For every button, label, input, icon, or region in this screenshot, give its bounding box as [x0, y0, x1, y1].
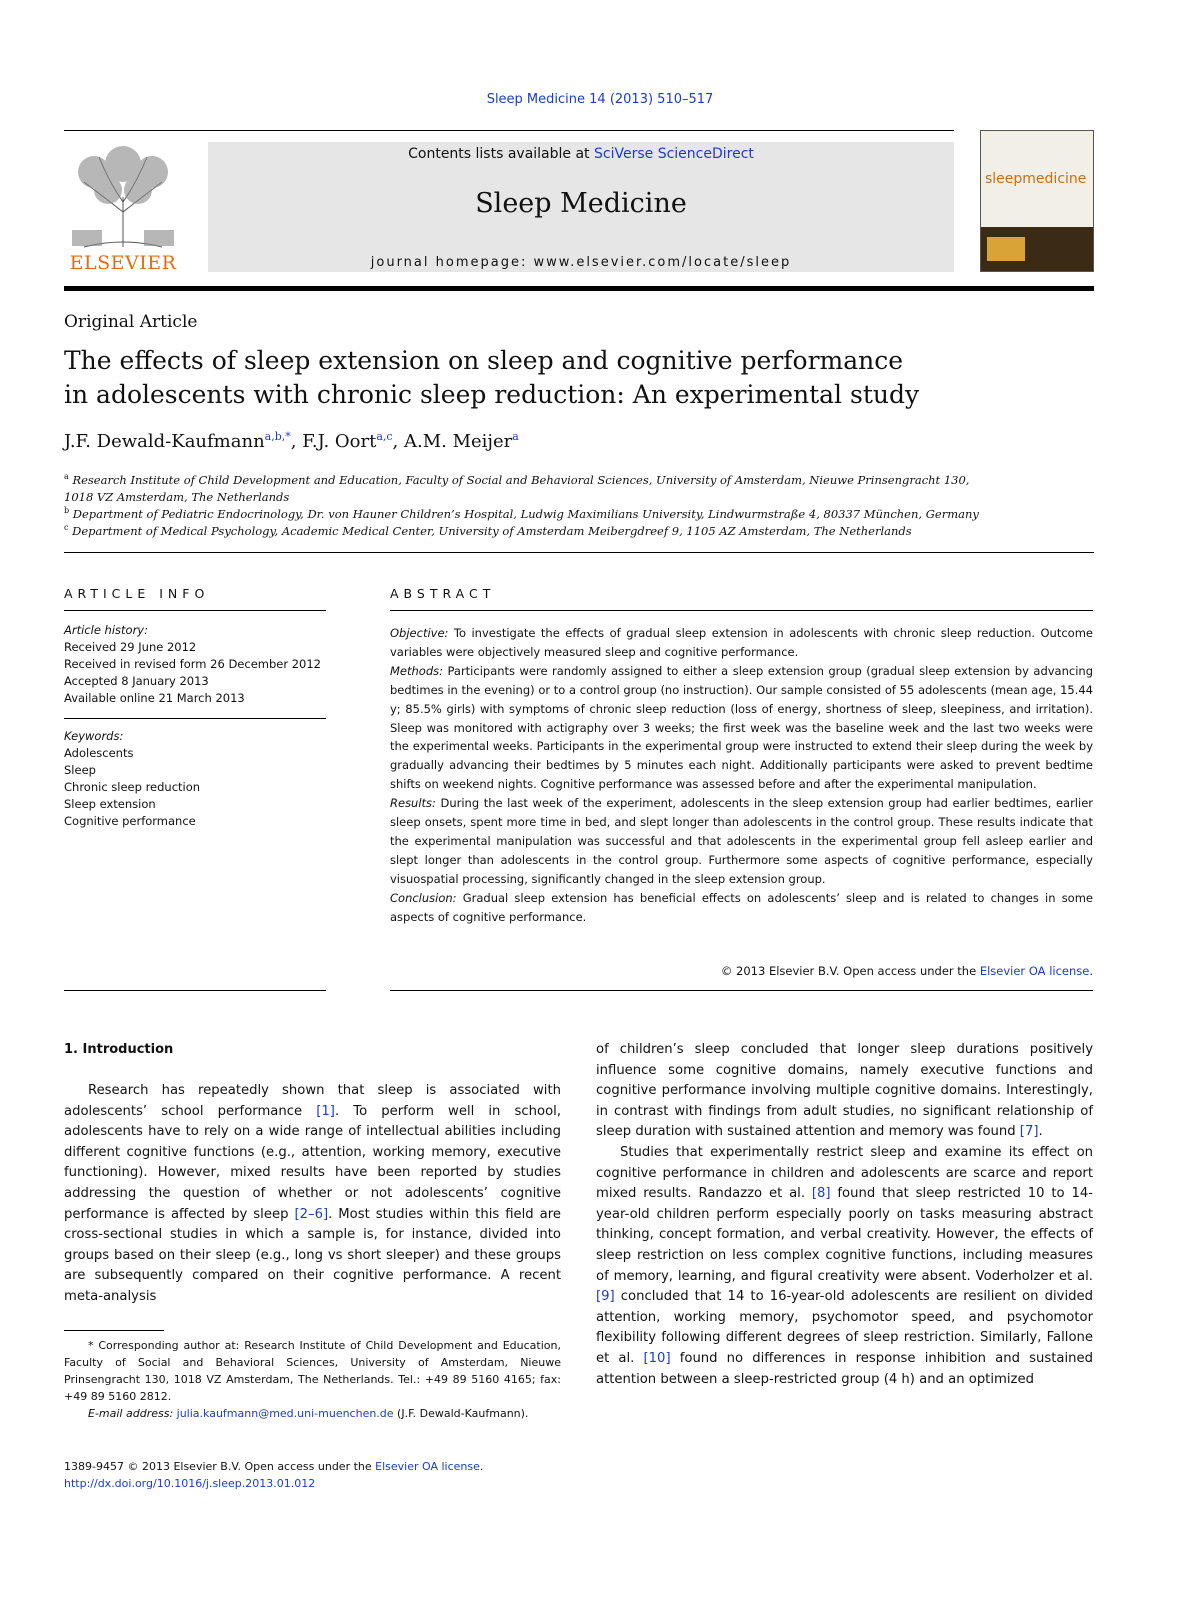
footnote-text: * Corresponding author at: Research Institute of Child Development and Education, Faculty of Social and Behavioral Sciences, University of Amsterdam, Nieuwe Prinsengracht 130, 1018 VZ Amsterdam, The Netherlands. Tel.: +49 89 5160 4165; fax: +49 89 5160 2812.	[64, 1339, 561, 1403]
conclusion-label: Conclusion:	[390, 890, 457, 905]
issn-text: 1389-9457 © 2013 Elsevier B.V. Open access under the	[64, 1460, 376, 1473]
header-bottom-rule	[64, 286, 1094, 291]
reference-link[interactable]: [7]	[1019, 1124, 1039, 1140]
sciencedirect-link[interactable]: SciVerse ScienceDirect	[594, 146, 754, 162]
revised-date: Received in revised form 26 December 2012	[64, 657, 322, 671]
body-text: . Most studies within this field are cross-sectional studies in which a sample is, for instance, divided into groups based on their sleep (e.g., long vs short sleeper) and these groups are subsequently compared on their cognitive performance. A recent meta-analysis	[64, 1206, 561, 1304]
copyright-suffix: .	[1089, 964, 1093, 978]
title-line-2: in adolescents with chronic sleep reduction: An experimental study	[64, 380, 920, 409]
body-text: .	[1038, 1124, 1043, 1140]
body-text: of children’s sleep concluded that longer sleep durations positively influence some cognitive domains, namely executive functions and cognitive performance involving multiple cognitive domains. Interestingly, in contrast with findings from adult studies, no significant relationship of sleep duration with sustained attention and memory was found	[596, 1042, 1093, 1140]
journal-citation[interactable]: Sleep Medicine 14 (2013) 510–517	[486, 92, 714, 107]
body-text: concluded that 14 to 16-year-old adolescents are resilient on divided attention, working memory, psychomotor speed, and psychomotor flexibility following different degrees of sleep restriction. Similarly, Fallone et al.	[596, 1289, 1093, 1366]
keyword-item: Sleep	[64, 763, 96, 777]
footnote-email	[64, 1405, 561, 1422]
affil-text: Research Institute of Child Development and Education, Faculty of Social and Behavioral Sciences, University of Amsterdam, Nieuwe Prinsengracht 130,	[72, 472, 970, 487]
body-text: Research has repeatedly shown that sleep is associated with adolescents’ school performance	[64, 1083, 561, 1119]
article-type: Original Article	[64, 312, 198, 332]
received-date: Received 29 June 2012	[64, 640, 197, 654]
body-text: found that sleep restricted 10 to 14-year-old children perform especially poorly on tasks measuring abstract thinking, concept formation, and verbal creativity. However, the effects of sleep restriction on less complex cognitive functions, including measures of memory, learning, and figural creativity were absent. Voderholzer et al.	[596, 1186, 1093, 1284]
issn-suffix: .	[479, 1460, 484, 1473]
issn-license-link[interactable]: Elsevier OA license	[375, 1460, 480, 1473]
cover-title: sleepmedicine	[985, 171, 1087, 187]
results-label: Results:	[390, 796, 436, 811]
history-label: Article history:	[64, 623, 148, 637]
objective-text: To investigate the effects of gradual sleep extension in adolescents with chronic sleep reduction. Outcome variables were objectively measured sleep and cognitive performance.	[390, 626, 1093, 659]
contents-prefix: Contents lists available at	[408, 146, 594, 162]
abstract-results	[390, 794, 1093, 889]
article-info-bottom-rule	[64, 990, 326, 991]
accepted-date: Accepted 8 January 2013	[64, 674, 209, 688]
email-label: E-mail address:	[88, 1407, 174, 1420]
abstract-copyright	[390, 964, 1093, 978]
author-list: J.F. Dewald-Kaufmann$^{a,b,*}$, F.J. Oort$^{a,c}$, A.M. Meijer$^a$	[64, 430, 519, 452]
article-info-heading: ARTICLE INFO	[64, 586, 210, 601]
abstract-bottom-rule	[390, 990, 1093, 991]
title-line-1: The effects of sleep extension on sleep and cognitive performance	[64, 346, 904, 375]
affil-text: Department of Medical Psychology, Academic Medical Center, University of Amsterdam Meibergdreef 9, 1105 AZ Amsterdam, The Netherlands	[72, 523, 912, 538]
keywords-label: Keywords:	[64, 729, 124, 743]
author-affil-marks[interactable]: a,c	[376, 430, 393, 443]
article-history	[64, 622, 326, 707]
online-date: Available online 21 March 2013	[64, 691, 245, 705]
intro-paragraph	[64, 1081, 561, 1308]
body-text: found no differences in response inhibition and sustained attention between a sleep-restricted group (4 h) and an optimized	[596, 1350, 1093, 1387]
intro-left-column	[64, 1081, 561, 1308]
conclusion-text: Gradual sleep extension has beneficial effects on adolescents’ sleep and is related to changes in some aspects of cognitive performance.	[390, 890, 1093, 924]
affiliation-c	[64, 519, 1094, 540]
intro-right-column	[596, 1040, 1093, 1390]
journal-homepage	[208, 255, 954, 270]
keywords-rule	[64, 718, 326, 719]
affil-mark: a	[64, 472, 69, 481]
methods-text: Participants were randomly assigned to either a sleep extension group (gradual sleep extension by advancing bedtimes in the evening) or to a control group (no instruction). Our sample consisted of 55 adolescents (mean age, 15.44 y; 85.5% girls) with symptoms of chronic sleep reduction (loss of energy, shortness of sleep, sleepiness, and irritation). Sleep was monitored with actigraphy over 3 weeks; the first week was the baseline week and the last two weeks were the experimental weeks. Participants in the experimental group were instructed to extend their sleep during the week by gradually advancing their bedtimes by 5 minutes each night. Additionally participants were asked to prevent bedtime shifts on weekend nights. Cognitive performance was assessed before and after the experimental manipulation.	[390, 663, 1093, 792]
footnote-rule	[64, 1330, 164, 1331]
copyright-text: © 2013 Elsevier B.V. Open access under the	[720, 964, 980, 978]
article-title	[64, 344, 1064, 412]
doi-link[interactable]: http://dx.doi.org/10.1016/j.sleep.2013.01.012	[64, 1477, 316, 1490]
oa-license-link[interactable]: Elsevier OA license	[979, 964, 1090, 978]
corresponding-author-footnote	[64, 1337, 561, 1422]
author-affil-marks[interactable]: a,b,*	[264, 430, 291, 443]
results-text: During the last week of the experiment, adolescents in the sleep extension group had earlier bedtimes, earlier sleep onsets, spent more time in bed, and slept longer than adolescents in the control group. These results indicate that the experimental manipulation was successful and that adolescents in the experimental group fell asleep earlier and slept longer than adolescents in the control group. Furthermore some aspects of cognitive performance, especially visuospatial processing, significantly changed in the sleep extension group.	[390, 796, 1093, 886]
intro-paragraph	[596, 1143, 1093, 1390]
keywords-block	[64, 728, 326, 830]
email-suffix: (J.F. Dewald-Kaufmann).	[393, 1407, 529, 1420]
keyword-item: Adolescents	[64, 746, 134, 760]
abstract-heading: ABSTRACT	[390, 586, 496, 601]
author-name: F.J. Oort	[302, 431, 377, 452]
intro-paragraph	[596, 1040, 1093, 1143]
elsevier-wordmark: ELSEVIER	[69, 252, 177, 274]
header-top-rule	[64, 130, 954, 131]
homepage-prefix: journal homepage:	[370, 255, 534, 270]
affiliation-a	[64, 468, 1094, 506]
article-info-rule	[64, 610, 326, 611]
cover-accent	[987, 237, 1025, 261]
journal-title: Sleep Medicine	[475, 188, 687, 219]
affil-text: Department of Pediatric Endocrinology, Dr. von Hauner Children’s Hospital, Ludwig Maximilians University, Lindwurmstraße 4, 80337 München, Germany	[72, 506, 979, 521]
author-name: J.F. Dewald-Kaufmann	[64, 431, 265, 452]
abstract-methods	[390, 662, 1093, 794]
body-text: . To perform well in school, adolescents have to rely on a wide range of intellectual abilities including different cognitive functions (e.g., attention, working memory, executive functioning). However, mixed results have been reported by studies addressing the question of whether or not adolescents’ cognitive performance is affected by sleep	[64, 1103, 562, 1222]
reference-link[interactable]: [2–6]	[294, 1206, 329, 1222]
issn-line	[64, 1460, 483, 1473]
abstract-objective	[390, 624, 1093, 662]
reference-link[interactable]: [10]	[643, 1350, 671, 1366]
keyword-item: Chronic sleep reduction	[64, 780, 201, 794]
affil-text-continued: 1018 VZ Amsterdam, The Netherlands	[64, 489, 290, 504]
keyword-item: Sleep extension	[64, 797, 156, 811]
section-heading-introduction: 1. Introduction	[64, 1042, 174, 1057]
abstract-conclusion	[390, 889, 1093, 927]
body-text: Studies that experimentally restrict sleep and examine its effect on cognitive performance in children and adolescents are scarce and report mixed results. Randazzo et al.	[596, 1144, 1093, 1202]
journal-cover-thumbnail[interactable]	[980, 130, 1094, 272]
contents-line	[208, 146, 954, 162]
keyword-item: Cognitive performance	[64, 814, 196, 828]
affil-mark: b	[64, 506, 70, 515]
affil-mark: c	[64, 523, 69, 532]
objective-label: Objective:	[390, 626, 449, 640]
email-link[interactable]: julia.kaufmann@med.uni-muenchen.de	[176, 1407, 394, 1420]
reference-link[interactable]: [8]	[811, 1186, 831, 1202]
abstract-body	[390, 624, 1093, 927]
reference-link[interactable]: [1]	[316, 1103, 335, 1119]
abstract-rule	[390, 610, 1093, 611]
affiliation-divider	[64, 552, 1094, 553]
methods-label: Methods:	[390, 663, 443, 678]
author-affil-marks[interactable]: a	[512, 430, 519, 443]
author-name: A.M. Meijer	[404, 431, 513, 452]
homepage-link[interactable]: www.elsevier.com/locate/sleep	[533, 255, 792, 270]
reference-link[interactable]: [9]	[596, 1289, 615, 1305]
